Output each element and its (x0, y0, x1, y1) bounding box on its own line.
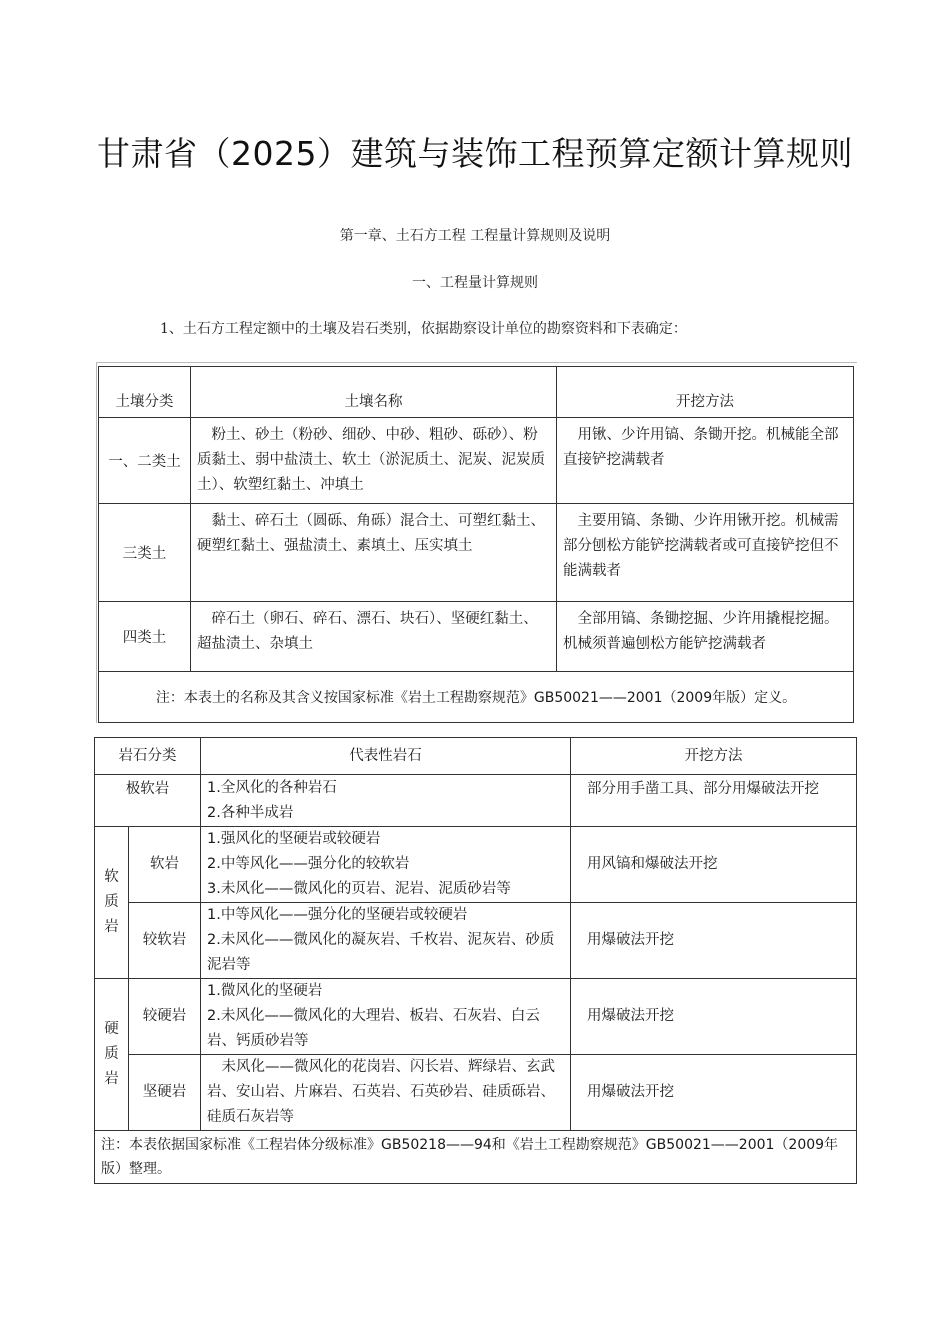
table-note-row (95, 1131, 857, 1184)
table-row (99, 602, 854, 672)
rock-type-item: 2.未风化——微风化的大理岩、板岩、石灰岩、白云岩、钙质砂岩等 (207, 1008, 540, 1049)
rock-group-cell (95, 979, 129, 1131)
rock-class-cell: 软岩 (129, 827, 201, 903)
header-rock-class: 岩石分类 (95, 738, 201, 775)
rock-class-cell: 坚硬岩 (129, 1055, 201, 1131)
table-row (99, 504, 854, 602)
rock-types-cell (201, 775, 571, 827)
soil-names-cell: 碎石土（卵石、碎石、漂石、块石）、坚硬红黏土、超盐渍土、杂填土 (191, 602, 557, 672)
rock-type-item: 1.强风化的坚硬岩或较硬岩 (207, 831, 381, 847)
dig-method-cell: 部分用手凿工具、部分用爆破法开挖 (571, 775, 857, 827)
rock-type-item: 3.未风化——微风化的页岩、泥岩、泥质砂岩等 (207, 881, 511, 897)
dig-method-cell: 全部用镐、条锄挖掘、少许用撬棍挖掘。机械须普遍刨松方能铲挖满载者 (557, 602, 854, 672)
rock-types-cell (201, 979, 571, 1055)
dig-method-cell: 用锹、少许用镐、条锄开挖。机械能全部直接铲挖满载者 (557, 418, 854, 504)
table-header-row (99, 367, 854, 418)
rock-table-note: 注：本表依据国家标准《工程岩体分级标准》GB50218——94和《岩土工程勘察规范》GB50021——2001（2009年版）整理。 (95, 1131, 857, 1184)
header-soil-class: 土壤分类 (99, 367, 191, 418)
dig-method-cell: 用爆破法开挖 (571, 903, 857, 979)
soil-names-cell: 粉土、砂土（粉砂、细砂、中砂、粗砂、砾砂）、粉质黏土、弱中盐渍土、软土（淤泥质土、泥炭、泥炭质土）、软塑红黏土、冲填土 (191, 418, 557, 504)
table-row (95, 775, 857, 827)
rock-types-cell (201, 903, 571, 979)
dig-method-cell: 用爆破法开挖 (571, 979, 857, 1055)
rock-group-label: 硬质岩 (104, 1021, 119, 1087)
rock-types-cell: 未风化——微风化的花岗岩、闪长岩、辉绿岩、玄武岩、安山岩、片麻岩、石英岩、石英砂岩、硅质砾岩、硅质石灰岩等 (201, 1055, 571, 1131)
soil-class-cell: 四类土 (99, 602, 191, 672)
rock-group-cell (95, 827, 129, 979)
header-rock-types: 代表性岩石 (201, 738, 571, 775)
soil-class-cell: 一、二类土 (99, 418, 191, 504)
table-row (95, 827, 857, 903)
header-dig-method: 开挖方法 (571, 738, 857, 775)
rock-classification-table (94, 737, 857, 1184)
rock-class-cell: 较硬岩 (129, 979, 201, 1055)
section-heading: 一、工程量计算规则 (412, 275, 538, 291)
rock-type-item: 2.未风化——微风化的凝灰岩、千枚岩、泥灰岩、砂质泥岩等 (207, 932, 555, 973)
table-note-row (99, 672, 854, 723)
rock-class-cell: 较软岩 (129, 903, 201, 979)
rock-type-item: 1.微风化的坚硬岩 (207, 983, 323, 999)
rock-type-item: 2.各种半成岩 (207, 804, 294, 821)
rock-group-label: 软质岩 (104, 869, 119, 935)
chapter-heading: 第一章、土石方工程 工程量计算规则及说明 (339, 228, 611, 244)
document-title: 甘肃省（2025）建筑与装饰工程预算定额计算规则 (97, 134, 853, 173)
table-row (95, 903, 857, 979)
dig-method-cell: 用风镐和爆破法开挖 (571, 827, 857, 903)
table-row (99, 418, 854, 504)
table-header-row (95, 738, 857, 775)
rock-type-item: 1.中等风化——强分化的坚硬岩或较硬岩 (207, 907, 468, 923)
dig-method-cell: 用爆破法开挖 (571, 1055, 857, 1131)
rock-type-item: 2.中等风化——强分化的较软岩 (207, 856, 410, 872)
soil-class-cell: 三类土 (99, 504, 191, 602)
rule-paragraph: 1、土石方工程定额中的土壤及岩石类别，依据勘察设计单位的勘察资料和下表确定： (160, 321, 687, 337)
soil-names-cell: 黏土、碎石土（圆砾、角砾）混合土、可塑红黏土、硬塑红黏土、强盐渍土、素填土、压实填土 (191, 504, 557, 602)
header-soil-name: 土壤名称 (191, 367, 557, 418)
rock-types-cell (201, 827, 571, 903)
soil-table-note: 注：本表土的名称及其含义按国家标准《岩土工程勘察规范》GB50021——2001（2009年版）定义。 (99, 672, 854, 723)
rock-class-cell: 极软岩 (95, 775, 201, 827)
soil-classification-table (98, 366, 854, 723)
rock-type-item: 1.全风化的各种岩石 (207, 779, 337, 796)
dig-method-cell: 主要用镐、条锄、少许用锹开挖。机械需部分刨松方能铲挖满载者或可直接铲挖但不能满载者 (557, 504, 854, 602)
table-row (95, 1055, 857, 1131)
table-row (95, 979, 857, 1055)
header-dig-method: 开挖方法 (557, 367, 854, 418)
